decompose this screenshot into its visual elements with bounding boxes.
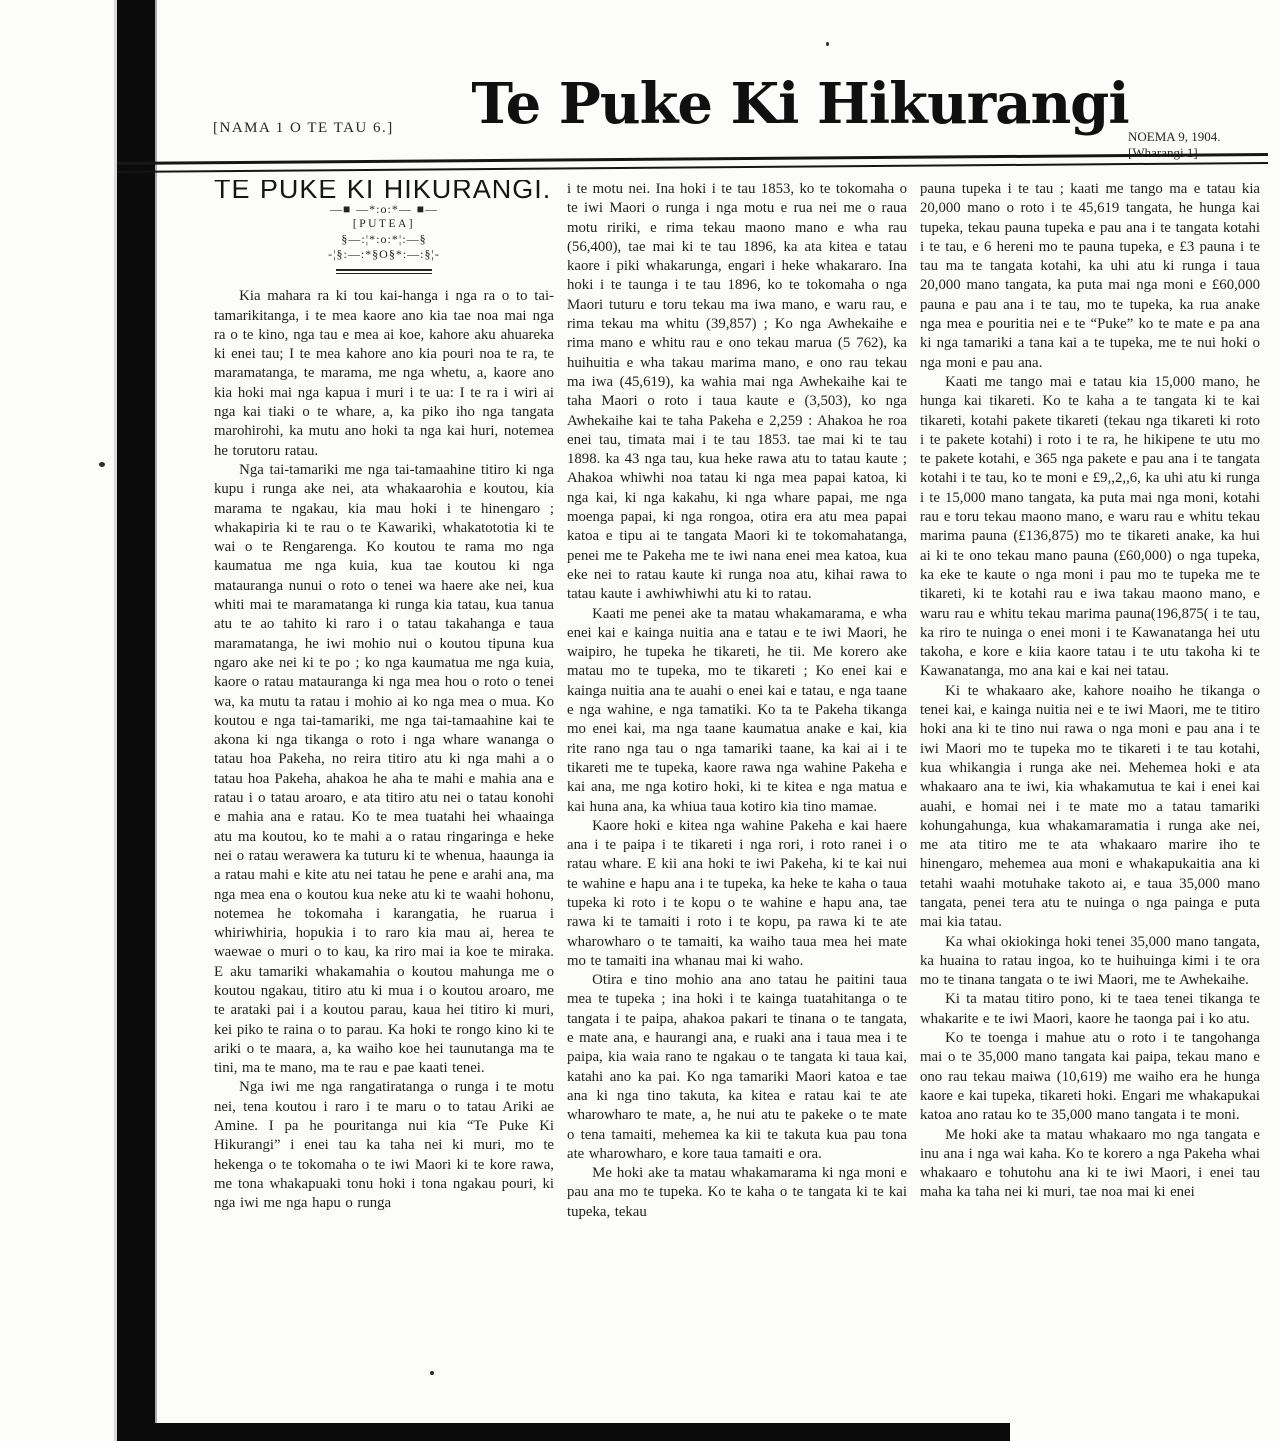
paragraph: Kaore hoki e kitea nga wahine Pakeha e kai haere ana i te paipa i te tikareti i nga rori, i roto ranei i o ratau whare. E kii ana hoki te iwi Pakeha, ki te kai nui te wahine e hapu ana i te tupeka, ka heke te kaha o taua tupeka ki roto i te kopu o te wahine e hapu ana, tae rawa ki te tamaiti i roto i te kopu, pa rawa ki te ate wharowharo o te tamaiti, ka waiho taua mea hei mate mo te tamaiti ina whanau mai ki waho. (567, 817, 907, 969)
column-1 (214, 180, 554, 1355)
masthead-rule (117, 153, 1268, 173)
article-header (214, 180, 554, 274)
scan-edge-artifact (117, 0, 155, 1441)
ornament-row-1: —■ —*:o:*— ■— (330, 202, 438, 217)
paragraph: Nga iwi me nga rangatiratanga o runga i te motu nei, tena koutou i raro i te maru o to tatau Ariki ae Amine. I pa he pouritanga nui kia “Te Puke Ki Hikurangi” i enei tau ka taha nei ki muri, mo te hekenga o te tokomaha o te iwi Maori ki te kore rawa, me tona whakapuaki tonu hoki i tona ngakau pouri, ki nga iwi me nga hapu o runga (214, 1079, 554, 1212)
paragraph: Me hoki ake ta matau whakamarama ki nga moni e pau ana mo te tupeka. Ko te kaha o te tangata ki te kai tupeka, tekau (567, 1165, 907, 1220)
article-heading: TE PUKE KI HIKURANGI. (214, 180, 552, 204)
date-and-page: NOEMA 9, 1904. [Wharangi 1] (1128, 129, 1221, 161)
scan-bottom-artifact (117, 1423, 1010, 1441)
ink-speck (99, 462, 105, 467)
paragraph: Ki ta matau titiro pono, ki te taea tenei tikanga te whakarite e te iwi Maori, kaore he taonga pai i ko atu. (920, 991, 1260, 1027)
paragraph: Otira e tino mohio ana ano tatau he paitini taua mea te tupeka ; ina hoki i te kainga tuatahitanga o te tangata i te paipa, ahakoa pakari te tinana o te tangata, e mate ana, e haurangi ana, e ruaki ana i taua mea i te paipa, kia waia rano te ngakau o te tangata ki taua kai, katahi ano ka pai. Ko nga tamariki Maori katoa e tae ana ki nga tino takuta, ka kitea e ratau kai te ate wharowharo te mate, a, he nui atu te pakeke o te mate o tena tamaiti, mehemea ka kii te takuta kua pau tona ate wharowharo, e kore taua tamaiti e ora. (567, 972, 907, 1162)
issue-number: [NAMA 1 O TE TAU 6.] (213, 120, 394, 136)
paragraph: Kaati me penei ake ta matau whakamarama, e wha enei kai e kainga nuitia ana e tatau e te iwi Maori, he waipiro, he tupeka he tikareti, he tii. Me korero ake matau mo te tupeka, mo te tikareti ; Ko enei kai e kainga nuitia ana te auahi o enei kai e tatau, e nga taane e nga wahine, e nga tamatiki. Ko ta te Pakeha tikanga mo enei kai, ma nga taane kaumatua anake e kai, kia rite rano nga tau o nga tamariki taane, ka kai ai i te tikareti me te tupeka, kaore rawa nga wahine Pakeha e kai ana, me nga kotiro hoki, ki te kitea e nga matua e kai huna ana, ka whiua taua kotiro kia tino mamae. (567, 605, 907, 815)
ornament-putea: [PUTEA] (352, 218, 416, 231)
newspaper-title: Te Puke Ki Hikurangi (471, 71, 1129, 137)
paragraph: Kaati me tango mai e tatau kia 15,000 mano, he hunga kai tikareti. Ko te kaha a te tangata ki te kai tikareti, kotahi pakete tikareti (tekau nga tikareti ki roto i te pakete kotahi) i roto i te ra, he hikipene te utu mo te pakete kotahi, e 365 nga pakete e pau ana i te tangata kotahi i te tau, ko te moni e £9,,2,,6, ka uhi atu ki runga i te 15,000 mano tangata, ka puta mai nga moni, kotahi rau e toru tekau maono mano, e waru rau e whitu tekau marima pauna (£136,875) mo te tikareti anake, ka hui ai ki te ono tekau mano pauna (£60,000) o nga tupeka, ka eke te kaute o nga moni i pau mo te tupeka me te tikareti, ki te kotahi rau e iwa takau maono mano, e waru rau e whitu tekau marima pauna(196,875( i te tau, ka riro te nuinga o enei moni i te Kawanatanga hei utu takoha, e kore e kiia kaore tatau i te utu takoha ki te Kawanatanga, mo ana kai e kai nei tatau. (920, 373, 1260, 680)
ornament-rule (336, 269, 432, 274)
ink-speck (430, 1371, 434, 1375)
paragraph-continuation: i te motu nei. Ina hoki i te tau 1853, ko te tokomaha o te iwi Maori o runga i nga motu e rua nei me o raua motu ririki, e rima tekau maono mano e wha rau (56,400), tae mai ki te tau 1896, ka ata kitea e tatau kaore i piki whakarunga, engari i heke whakararo. Ina hoki i te taunga i te tau 1896, ko te tokomaha o nga Maori tuturu e toru tekau ma iwa mano, e waru rau, e rima tekau ma whitu (39,857) ; Ko nga Awhekaihe e rima mano e whitu rau e ono tekau marua (5 762), ka huihuitia e wha takau marima mano, e ono rau tekau ma iwa (45,619), ka wahia mai nga Awhekaihe kai te taha Maori o roto i taua kaute e (3,503), ko nga Awhekaihe kai te taha Pakeha e 2,259 : Ahakoa he roa enei tau, timata mai i te tau 1853. tae mai ki te tau 1898. ka 43 nga tau, kua heke rawa atu to tatau kaute ; Ahakoa whiwhi noa tatau ki nga mea papai katoa, ki nga kai, ki nga kakahu, ki nga whare papai, me nga moenga papai, ki nga rongoa, otira era atu mea papai katoa e tipu ai te tangata Maori ki te tokomahatanga, penei me te Pakeha me te iwi nana enei mea katoa, kua eke nei to ratau kaute ki runga noa atu, kihai rawa to tatau kaute i awhiwhiwhi atu ki to ratau. (567, 181, 907, 603)
paragraph: Ki te whakaaro ake, kahore noaiho he tikanga o tenei kai, e kainga nuitia nei e te iwi Maori, me te titiro hoki ana ki te tino nui rawa o nga moni e pau ana i te iwi Maori mo te tupeka mo te tikareti i te tau kotahi, kua whikangia i runga ake nei. Mehemea hoki e ata whakaaro ana te iwi, kia whakamutua te kai i enei kai auahi, e homai nei i te mate mo a tatau tamariki kohungahunga, kua whakamaramatia i runga ake nei, me ata titiro me te ata whakaaro marire iho te hinengaro, mehemea aua moni e whakapukaitia ana ki tetahi waahi motuhake takoto ai, e taua 35,000 mano tangata, penei tera atu te nuinga o nga painga e puta mai kia tatau. (920, 682, 1260, 931)
paragraph: Ko te toenga i mahue atu o roto i te tangohanga mai o te 35,000 mano tangata kai paipa, tekau mano e ono rau tekau maiwa (10,619) me waiho era he hunga kaore e kai tupeka, tikareti hoki. Engari me whakapukai katoa ano ratau ko te 35,000 mano tangata i te moni. (920, 1030, 1260, 1124)
ornament-row-3: -¦§:—:*§O§*:—:§¦- (328, 247, 440, 262)
paragraph-continuation: pauna tupeka i te tau ; kaati me tango ma e tatau kia 20,000 mano o roto i te 45,619 tangata, he hunga kai tupeka, tekau pauna tupeka e pau ana i te tangata kotahi i te tau, e 6 hereni mo te pauna tupeka, e £3 pauna i te tau ma te tangata kotahi, ka uhi atu ki runga i taua 20,000 mano tangata, ka puta mai nga moni e £60,000 pauna e pau ana i te tau, mo te tupeka, ka rua anake nga mea e pouritia nei e te “Puke” ko te mate e pa ana ki nga tamariki a tana kai a te tupeka, me te nui hoki o nga moni e pau ana. (920, 181, 1260, 371)
ink-speck (826, 42, 829, 46)
ornament-row-2: §—:¦*:o:*¦:—§ (341, 232, 427, 247)
column-2 (567, 180, 907, 1355)
paragraph: Me hoki ake ta matau whakaaro mo nga tangata e inu ana i nga wai kaha. Ko te korero a nga Pakeha whai whakaaro e tohutohu ana ki te iwi Maori, i enei tau maha ka taha nei ki muri, tae noa mai ki enei (920, 1126, 1260, 1201)
article-columns (214, 180, 1260, 1355)
paragraph: Nga tai-tamariki me nga tai-tamaahine titiro ki nga kupu i runga ake nei, ata whakaarohia e koutou, kia marama te ngakau, kia mau hoki i te hinengaro ; whakapiria ki te rau o te Kawariki, whakatototia ki te wai o te Rengarenga. Ko koutou te rama mo nga kaumatua me nga kuia, kua tae koutou ki nga matauranga nunui o roto o tenei wa haere ake nei, kua whiti mai te maramatanga ki runga kia tatau, kua tanua atu te ao tahito ki raro i o tatau takahanga e taua maramatanga, he iwi mohio nui o koutou tipuna kua ngaro ake nei ki te po ; ko nga kaumatua me nga kuia, kaore o ratau matauranga ki nga mea hou o roto o tenei wa, ka mutu ta ratau i mohio ai ko nga mea o mua. Ko koutou e nga tai-tamariki, me nga tai-tamaahine kai te akona ki nga tikanga o roto i nga whare wananga o tatau hoa Pakeha, no reira titiro atu ki nga mahi a o tatau hoa Pakeha, ahakoa he aha te mahi e mahia ana e ratau i o tatau aroaro, e ata titiro atu nei o tatau konohi e mahia ana e ratau. Ko te mea tuatahi hei whaainga atu ma koutou, ko te mahi a o ratau ringaringa e heke nei o ratau werawera ka tuturu ki te whenua, haaunga ia a ratau mahi e kite atu nei tatau he pene e arahi ana, ma nga mea ena o koutou kua neke atu ki te waahi hohonu, notemea he tokomaha i karangatia, he ruarua i whiriwhiria, hopukia i to raro kia mau ai, herea te waewae o muri o to kau, ka riro mai ia koe te miraka. E aku tamariki whakamahia o koutou mahunga me o koutou ngakau, titiro atu ki mua i o koutou aroaro, me te arataki pai i a koutou parau, kaua hei titiro ki muri, kei piko te raina o to parau. Ka hoki te rongo kino ki te ariki o te maara, a, ka waiho koe hei taunutanga ma te tini, ma te mano, ma te rau e pae kaati tenei. (214, 461, 554, 1077)
paragraph: Kia mahara ra ki tou kai-hanga i nga ra o to tai-tamarikitanga, i te mea kaore ano kia tae noa mai nga ra o te kino, nga tau e mea ai koe, kahore aku ahuareka ki enei tau; I te mea kahore ano kia pouri noa te ra, te maramatanga, te marama, me nga whetu, a, kaore ano kia hoki mai nga kapua i muri i te ua: I te ra i wiri ai nga kai tiaki o te whare, a, ka piko iho nga tangata marohirohi, ka mutu ano hoki ta nga kai huri, notemea he torutoru ratau. (214, 288, 554, 459)
column-3 (920, 180, 1260, 1355)
paragraph: Ka whai okiokinga hoki tenei 35,000 mano tangata, ka huaina to ratau ingoa, ko te huihuinga kimi i te ora mo te tinana tangata o te iwi Maori, me te Awhekaihe. (920, 933, 1260, 989)
